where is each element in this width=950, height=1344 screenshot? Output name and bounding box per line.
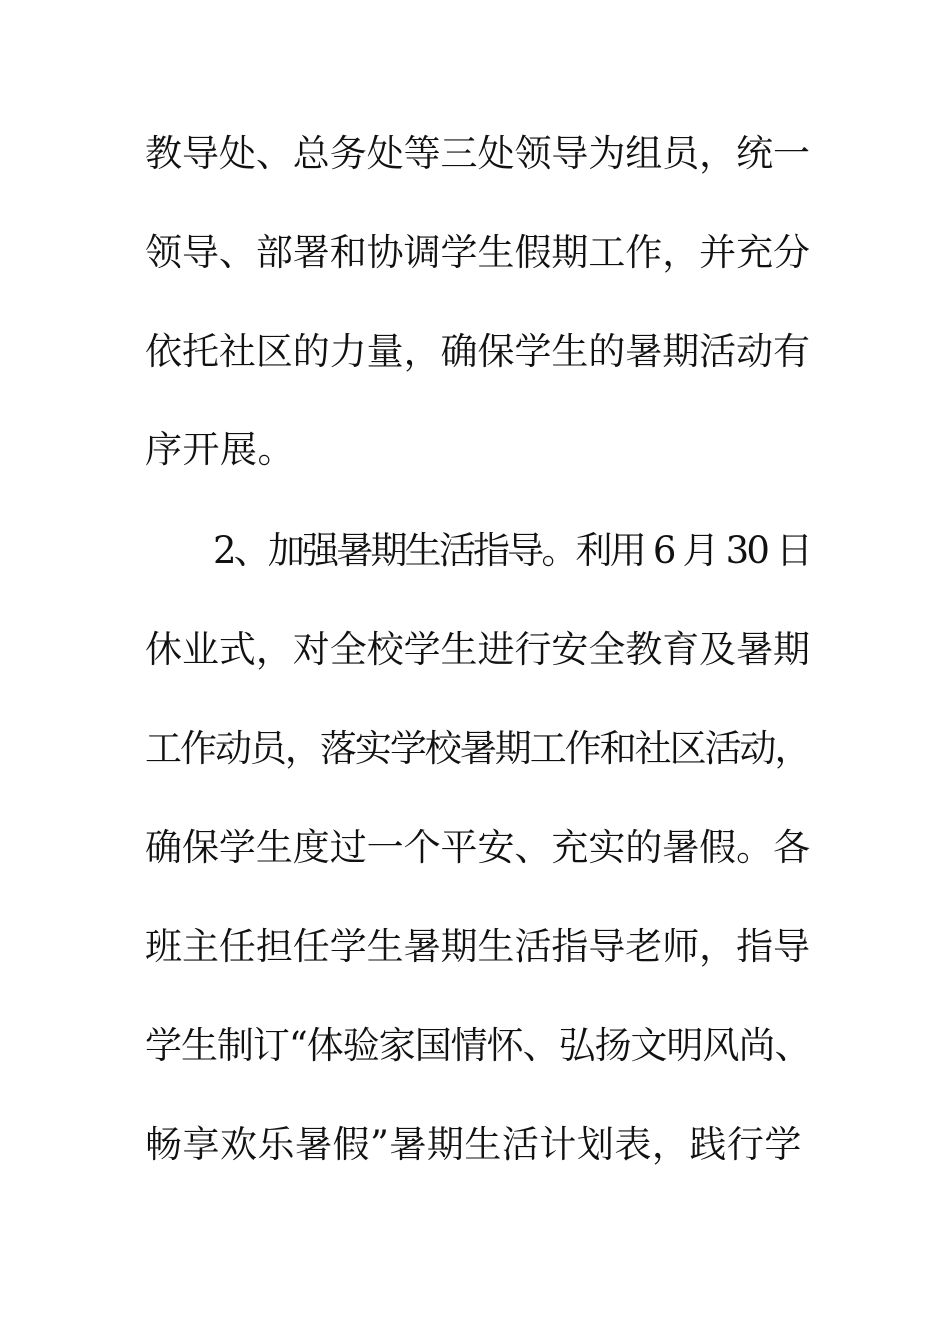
text-line: 休业式，对全校学生进行安全教育及暑期 xyxy=(145,628,810,671)
text-line: 确保学生度过一个平安、充实的暑假。各 xyxy=(145,826,810,869)
text-line: 教导处、总务处等三处领导为组员，统一 xyxy=(145,132,810,175)
text-line: 工作动员，落实学校暑期工作和社区活动， xyxy=(145,727,810,770)
text-line: 班主任担任学生暑期生活指导老师，指导 xyxy=(145,925,810,968)
text-line: 畅享欢乐暑假”暑期生活计划表，践行学 xyxy=(145,1123,802,1166)
text-line: 依托社区的力量，确保学生的暑期活动有 xyxy=(145,330,810,373)
text-line: 领导、部署和协调学生假期工作，并充分 xyxy=(145,231,810,274)
text-line: 序开展。 xyxy=(145,428,295,471)
text-line: 学生制订“体验家国情怀、弘扬文明风尚、 xyxy=(145,1024,811,1067)
paragraph-first-line: 2、加强暑期生活指导。利用 6 月 30 日 xyxy=(213,529,811,572)
